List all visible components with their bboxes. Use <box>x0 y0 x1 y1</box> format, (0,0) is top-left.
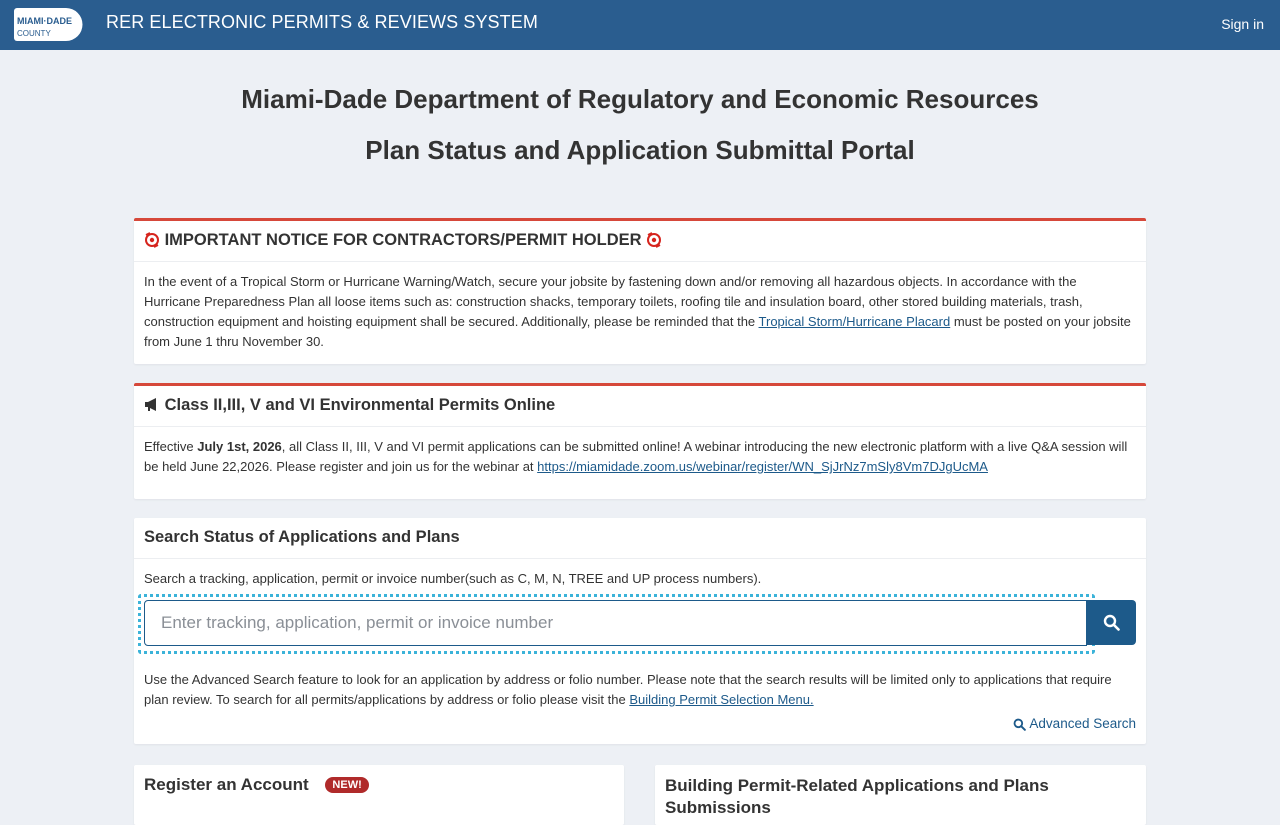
advanced-search-text: Use the Advanced Search feature to look for an application by address or folio number. Please note that the search results will be limited only to applications that require plan review. To search for all permits/applications by address or folio please visit the <box>144 672 1112 707</box>
building-permit-header <box>655 765 1146 817</box>
permits-text-middle: , all Class II, III, V and VI permit applications can be submitted online! A webinar introducing the new electronic platform with a live Q&A session will be held June 22,2026. Please register and join us for the webinar at <box>144 439 1128 474</box>
permits-notice-header <box>134 386 1146 427</box>
bullhorn-icon <box>144 397 160 418</box>
new-badge: NEW! <box>325 777 368 793</box>
page-title: Miami-Dade Department of Regulatory and Economic Resources <box>241 84 1039 114</box>
search-input-placeholder: Enter tracking, application, permit or invoice number <box>161 613 554 632</box>
search-input[interactable] <box>144 600 1087 646</box>
advanced-search-info <box>134 660 1146 720</box>
advanced-search-label: Advanced Search <box>1029 716 1136 731</box>
hurricane-notice-body <box>134 262 1146 362</box>
webinar-register-link[interactable]: https://miamidade.zoom.us/webinar/register/WN_SjJrNz7mSly8Vm7DJgUcMA <box>537 459 988 474</box>
hurricane-notice-text-end: must be posted on your jobsite from June 1 thru November 30. <box>144 314 1131 349</box>
hurricane-notice-title: IMPORTANT NOTICE FOR CONTRACTORS/PERMIT HOLDER <box>164 231 642 249</box>
hurricane-notice-header <box>134 221 1146 262</box>
app-title[interactable]: RER ELECTRONIC PERMITS & REVIEWS SYSTEM <box>106 12 538 32</box>
page-subtitle: Plan Status and Application Submittal Portal <box>365 135 915 165</box>
hurricane-icon <box>646 232 662 253</box>
search-button[interactable] <box>1087 600 1136 645</box>
register-title[interactable]: Register an Account <box>144 775 309 794</box>
search-title: Search Status of Applications and Plans <box>144 528 460 546</box>
search-icon <box>1103 614 1120 636</box>
hurricane-notice-title-row <box>144 231 662 253</box>
register-header <box>134 765 624 805</box>
search-icon <box>1013 718 1026 734</box>
building-permit-card <box>655 765 1146 825</box>
permits-notice-title-row <box>144 396 555 418</box>
search-card <box>134 518 1146 744</box>
permits-notice-card <box>134 383 1146 499</box>
permits-effective-date: July 1st, 2026 <box>197 439 282 454</box>
logo-text-bottom: COUNTY <box>17 29 51 38</box>
advanced-search-link[interactable] <box>1013 716 1136 734</box>
logo-text-top: MIAMI·DADE <box>17 16 72 26</box>
register-card <box>134 765 624 825</box>
miami-dade-logo[interactable] <box>14 8 86 41</box>
top-navbar <box>0 0 1280 50</box>
building-permit-title[interactable]: Building Permit-Related Applications and Plans Submissions <box>665 776 1049 817</box>
building-permit-menu-link[interactable]: Building Permit Selection Menu. <box>629 692 814 707</box>
hurricane-icon <box>144 232 160 253</box>
permits-notice-title: Class II,III, V and VI Environmental Permits Online <box>164 396 556 414</box>
permits-notice-body <box>134 427 1146 487</box>
sign-in-link[interactable]: Sign in <box>1221 16 1264 32</box>
permits-text-prefix: Effective <box>144 439 198 454</box>
register-title-row <box>144 775 369 795</box>
search-help: Search a tracking, application, permit or invoice number(such as C, M, N, TREE and UP process numbers). <box>144 571 762 586</box>
hurricane-placard-link[interactable]: Tropical Storm/Hurricane Placard <box>758 314 951 329</box>
search-header <box>134 518 1146 559</box>
hurricane-notice-card <box>134 218 1146 364</box>
hurricane-notice-text: In the event of a Tropical Storm or Hurricane Warning/Watch, secure your jobsite by fastening down and/or removing all hazardous objects. In accordance with the Hurricane Preparedness Plan all loose items such as: construction shacks, temporary toilets, roofing tile and insulation board, other stored building materials, trash, construction equipment and hoisting equipment shall be secured. Additionally, please be reminded that the <box>144 274 1083 329</box>
